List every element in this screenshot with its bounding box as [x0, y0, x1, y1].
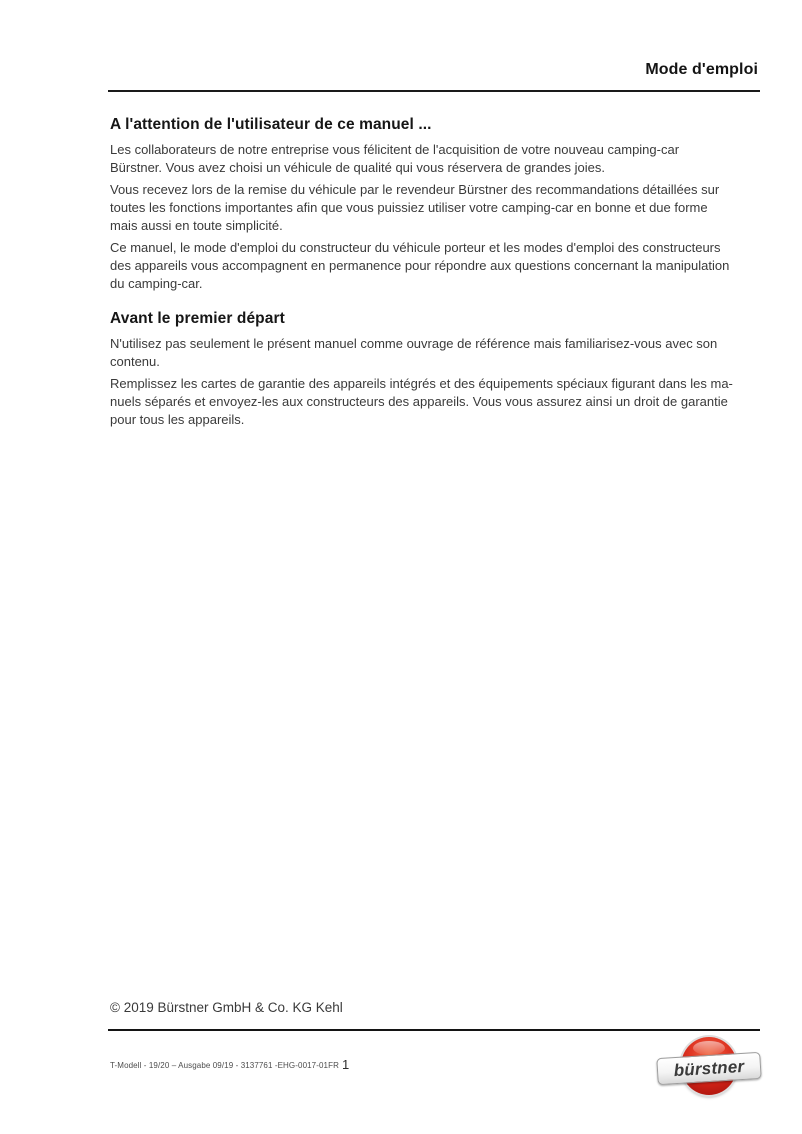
copyright-line: © 2019 Bürstner GmbH & Co. KG Kehl — [110, 1000, 343, 1015]
paragraph — [110, 181, 760, 235]
doc-reference-text: T-Modell - 19/20 – Ausgabe 09/19 - 3137761 -EHG-0017-01FR — [110, 1061, 339, 1070]
paragraph-line: N'utilisez pas seulement le présent manuel comme ouvrage de référence mais familiarisez-vous avec son — [110, 336, 718, 351]
paragraph-line: Bürstner. Vous avez choisi un véhicule de qualité qui vous réservera de grandes joies. — [110, 160, 606, 175]
page-header-title: Mode d'emploi — [645, 61, 758, 78]
footer-rule — [108, 1029, 760, 1031]
paragraph — [110, 141, 760, 177]
buerstner-logo — [657, 1036, 761, 1100]
paragraph-line: du camping-car. — [110, 276, 203, 291]
paragraph — [110, 375, 760, 429]
paragraph-line: nuels séparés et envoyez-les aux constructeurs des appareils. Vous vous assurez ainsi un droit de garantie — [110, 394, 728, 409]
section-before-first-departure — [110, 310, 760, 429]
paragraph-line: Ce manuel, le mode d'emploi du constructeur du véhicule porteur et les modes d'emploi des constructeurs — [110, 240, 721, 255]
paragraph-line: pour tous les appareils. — [110, 412, 245, 427]
paragraph-line: Vous recevez lors de la remise du véhicule par le revendeur Bürstner des recommandations détaillées sur — [110, 182, 720, 197]
content-area — [110, 116, 760, 433]
logo-band — [656, 1052, 761, 1085]
paragraph — [110, 239, 760, 293]
paragraph-line: Remplissez les cartes de garantie des appareils intégrés et des équipements spéciaux figurant dans les ma- — [110, 376, 733, 391]
section-heading: A l'attention de l'utilisateur de ce manuel ... — [110, 116, 432, 133]
section-heading: Avant le premier départ — [110, 310, 285, 327]
header-rule — [108, 90, 760, 92]
footer-doc-reference — [110, 1057, 349, 1072]
logo-brand-text: bürstner — [673, 1056, 745, 1080]
section-user-notice — [110, 116, 760, 293]
paragraph-line: mais aussi en toute simplicité. — [110, 218, 283, 233]
paragraph-line: contenu. — [110, 354, 160, 369]
paragraph-line: toutes les fonctions importantes afin que vous puissiez utiliser votre camping-car en bonne et due forme — [110, 200, 708, 215]
paragraph-line: Les collaborateurs de notre entreprise vous félicitent de l'acquisition de votre nouveau camping-car — [110, 142, 680, 157]
paragraph-line: des appareils vous accompagnent en permanence pour répondre aux questions concernant la manipulation — [110, 258, 730, 273]
paragraph — [110, 335, 760, 371]
page-number: 1 — [341, 1057, 350, 1072]
